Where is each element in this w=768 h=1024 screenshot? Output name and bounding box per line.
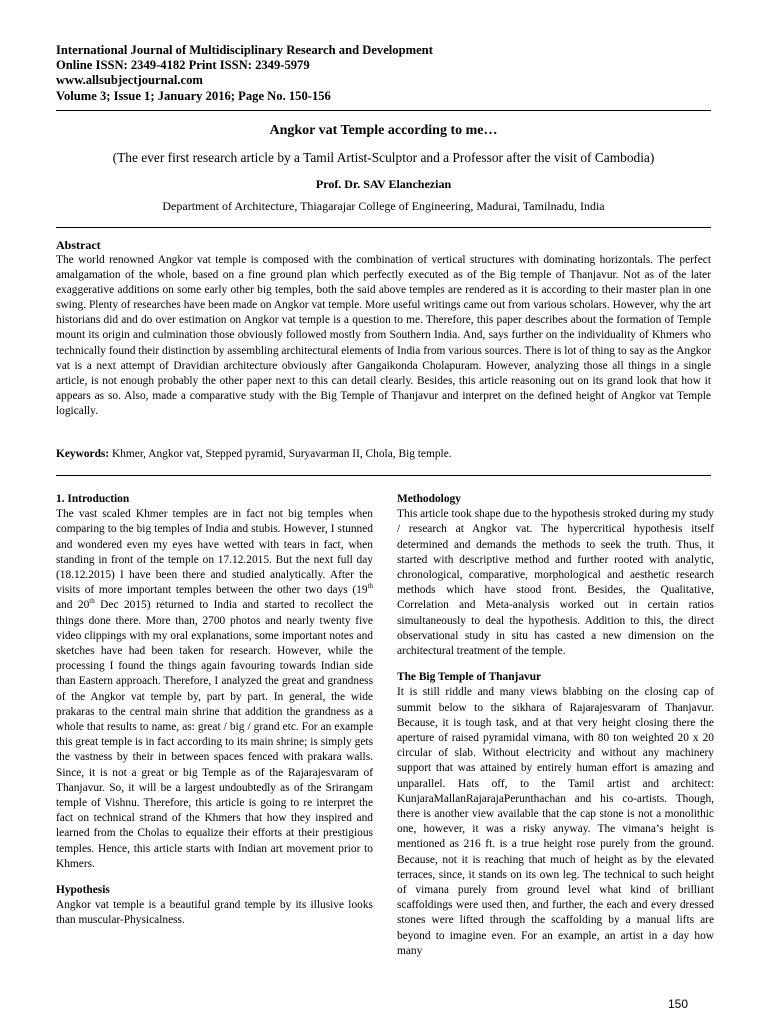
article-title: Angkor vat Temple according to me… — [269, 123, 498, 138]
article-author: Prof. Dr. SAV Elanchezian — [315, 177, 452, 191]
journal-header — [56, 43, 716, 104]
keywords-label: Keywords: — [56, 448, 110, 460]
hypothesis-text: Angkor vat temple is a beautiful grand temple by its illusive looks than muscular-Physicalness. — [56, 899, 373, 927]
page-number: 150 — [668, 997, 689, 1011]
journal-website[interactable]: www.allsubjectjournal.com — [56, 73, 203, 88]
right-column — [397, 492, 714, 959]
journal-issn: Online ISSN: 2349-4182 Print ISSN: 2349-5979 — [56, 58, 310, 73]
big-temple-text: It is still riddle and many views blabbing on the closing cap of summit below to the sikhara of Rajarajesvaram of Thanjavur. Because, it is tough task, and at that very height closing there the aperture of raised pyramidal vimana, with 80 ton weighted 20 x 20 circular of slab. Without electricity and without any machinery support that was attained by entirely human effort is amazing and unparallel. Hats off, to the Tamil artist and architect: KunjaraMallanRajarajaPerunthachan and his co-artists. Though, there is another view available that the cap stone is not a monolithic one, however, it was a risky anyway. The vimana’s height is mentioned as 216 ft. is a true height rose purely from the ground. Because, not it is reaching that much of height as by the elevated terraces, since, it stands on its own leg. The technical to such height of vimana purely from ground level what kind of brilliant scaffoldings were used then, and further, the each and every dressed stones were lifted through the scaffolding by a manual lifts are beyond to imagine even. For an example, an artist in a day how many — [397, 686, 714, 957]
author-affiliation: Department of Architecture, Thiagarajar College of Engineering, Madurai, Tamilnadu, India — [162, 199, 605, 213]
abstract-top-rule — [56, 227, 711, 228]
hypothesis-heading: Hypothesis — [56, 884, 110, 897]
article-subtitle: (The ever first research article by a Tamil Artist-Sculptor and a Professor after the visit of Cambodia) — [112, 150, 655, 165]
journal-volume: Volume 3; Issue 1; January 2016; Page No. 150-156 — [56, 88, 331, 103]
introduction-text: The vast scaled Khmer temples are in fact not big temples when comparing to the big temples of India and stubis. However, I stunned and wondered even my eyes have wetted with tears in fact, when standing in front of the temple on 17.12.2015. But the next full day (18.12.2015) I have been there and studied analytically. After the visits of more important temples between the other two days (19th and 20th Dec 2015) returned to India and started to recollect the things done there. More than, 2700 photos and nearly twenty five video clippings with my oral explanations, some important notes and sketches have had been taken for research. However, while the processing I found the things again favouring towards Indian side than Eastern approach. Therefore, I analyzed the great and grandness of the Angkor vat temple by, part by part. In general, the wide prakaras to the central main shrine that addition the grandness as a whole that results to name, as: great / big / grand etc. For an example this great temple is in fact according to its main shrine; is simply gets the vastness by their in between spaces fenced with prakara walls. Since, it is not a great or big Temple as of the Rajarajesvaram of Thanjavur. So, it will be a largest undoubtedly as of the Srirangam temple of Vishnu. Therefore, this article is going to re interpret the fact on technical strand of the Khmers that how they inspired and learned from the Cholas to equalize their efforts at their prestigious temples. Hence, this article starts with Indian art movement prior to Khmers. — [56, 508, 374, 870]
abstract-bottom-rule — [56, 475, 711, 476]
methodology-heading: Methodology — [397, 493, 461, 505]
abstract-text: The world renowned Angkor vat temple is composed with the combination of vertical structures with dominating horizontals. The perfect amalgamation of the whole, based on a fine ground plan which perfectly executed as of the Big temple of Thanjavur. Not as of the later exaggerative additions on some early other big temples, both the said above temples are rendered as it is according to their master plan in one swing. Plenty of researches have been made on Angkor vat temple. More useful writings came out from various scholars. However, why the art historians did and do over estimation on Angkor vat temple is a question to me. Therefore, this paper describes about the formation of Temple mount its origin and culmination those obviously followed mostly from Southern India. And, says further on the individuality of Khmers who technically found their distinction by assembling architectural elements of India from various sources. There is lot of thing to say as the Angkor vat is a next attempt of Dravidian architecture obviously after Gangaikonda Cholapuram. However, analyzing those all things in a single article, is not enough probably the other paper next to this can detail clearly. Besides, this article reasoning out on its grand look that how it appears as so. Also, made a comparative study with the Big Temple of Thanjavur and interpret on the defined height of Angkor vat Temple logically. — [56, 254, 711, 417]
abstract-heading: Abstract — [56, 238, 101, 252]
big-temple-heading: The Big Temple of Thanjavur — [397, 671, 542, 684]
header-rule — [56, 110, 711, 111]
journal-name: International Journal of Multidisciplinary Research and Development — [56, 43, 433, 57]
methodology-text: This article took shape due to the hypothesis stroked during my study / research at Angkor vat. The hypercritical hypothesis itself determined and demands the methods to seek the truth. Thus, it started with descriptive method and further rooted with analytic, chronological, comparative, morphological and aesthetic research methods which have stood front. Besides, the Qualitative, Correlation and Meta-analysis worked out in certain ratios simultaneously to deal the hypothesis. Addition to this, the direct observational study in situ has casted a new dimension on the architectural treatment of the temple. — [397, 508, 714, 658]
introduction-heading: 1. Introduction — [56, 493, 130, 505]
left-column — [56, 492, 373, 929]
keywords-text: Khmer, Angkor vat, Stepped pyramid, Suryavarman II, Chola, Big temple. — [109, 448, 452, 460]
keywords — [56, 447, 711, 462]
